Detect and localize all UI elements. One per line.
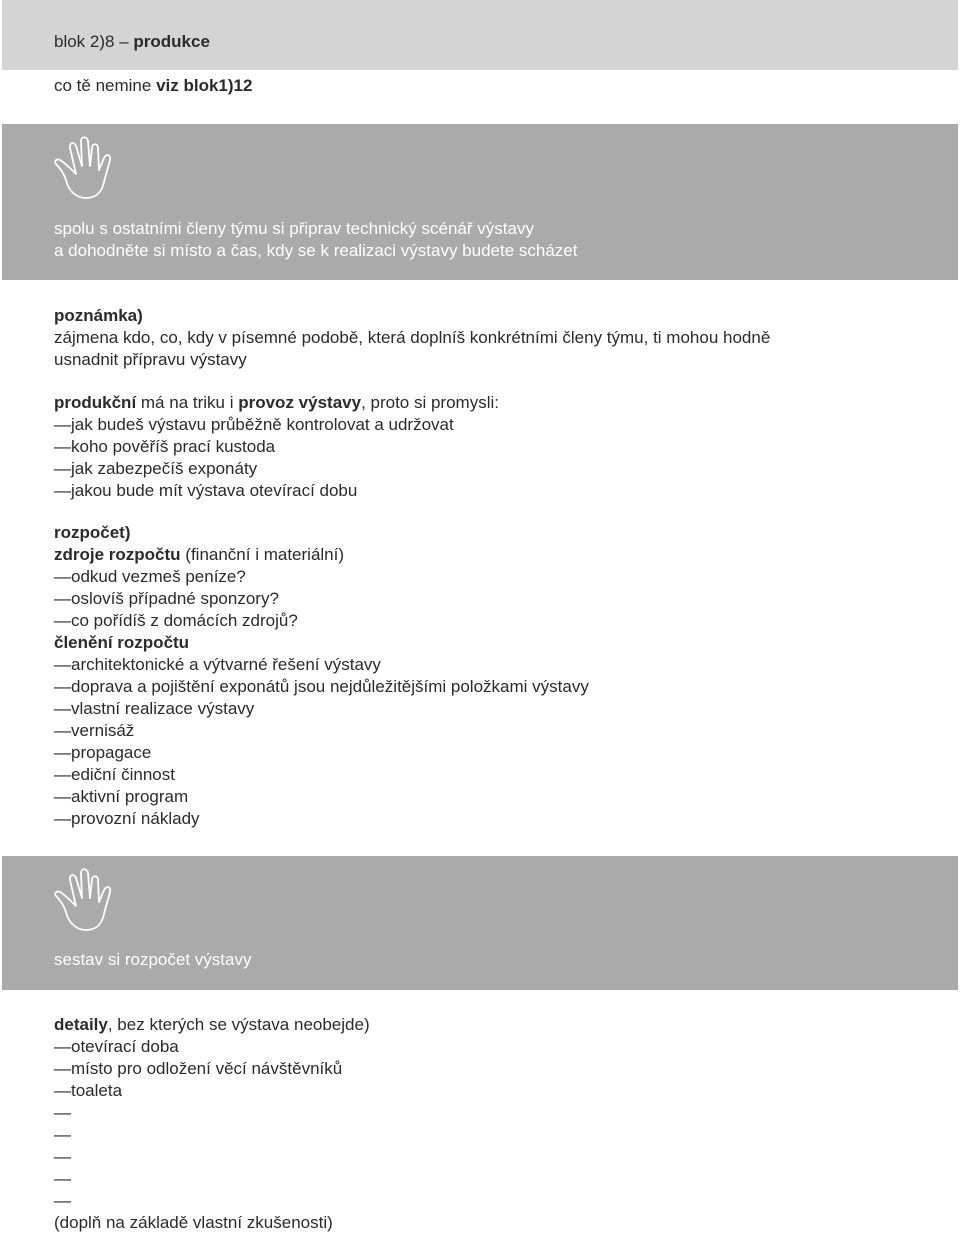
note-line-1: zájmena kdo, co, kdy v písemné podobě, která doplníš konkrétními členy týmu, ti mohou hodně — [54, 328, 771, 347]
budget-sources-rest: (finanční i materiální) — [180, 545, 345, 564]
budget-sources — [54, 544, 589, 566]
details-footer: (doplň na základě vlastní zkušenosti) — [54, 1213, 333, 1232]
list-item: —toaleta — [54, 1081, 123, 1100]
hand-icon — [52, 134, 114, 204]
list-item: —jakou bude mít výstava otevírací dobu — [54, 481, 358, 500]
production-section — [54, 392, 499, 502]
list-item: —otevírací doba — [54, 1037, 179, 1056]
production-lead — [54, 392, 499, 414]
list-item: —vernisáž — [54, 721, 135, 740]
list-item: —místo pro odložení věcí návštěvníků — [54, 1059, 343, 1078]
list-item: —provozní náklady — [54, 809, 200, 828]
see-also-line — [54, 75, 252, 97]
page-title — [54, 31, 210, 53]
production-lead-bold2: provoz výstavy — [238, 393, 362, 412]
list-item: —aktivní program — [54, 787, 189, 806]
list-item: —doprava a pojištění exponátů jsou nejdůležitějšími položkami výstavy — [54, 677, 589, 696]
production-lead-end: , proto si promysli: — [361, 393, 499, 412]
task1-text — [54, 218, 578, 262]
list-item: —co pořídíš z domácích zdrojů? — [54, 611, 298, 630]
list-item: —vlastní realizace výstavy — [54, 699, 255, 718]
list-item: —architektonické a výtvarné řešení výstavy — [54, 655, 381, 674]
see-also-text: co tě nemine — [54, 76, 157, 95]
block-number: blok 2)8 – — [54, 32, 134, 51]
note-heading: poznámka) — [54, 306, 143, 325]
budget-heading: rozpočet) — [54, 523, 131, 542]
block-title: produkce — [133, 32, 210, 51]
see-also-ref: viz blok1)12 — [156, 76, 253, 95]
list-item: — — [54, 1125, 71, 1144]
list-item: — — [54, 1169, 71, 1188]
hand-icon — [52, 866, 114, 936]
list-item: —oslovíš případné sponzory? — [54, 589, 279, 608]
note-section — [54, 305, 770, 371]
details-section — [54, 1014, 370, 1234]
list-item: — — [54, 1147, 71, 1166]
list-item: —propagace — [54, 743, 152, 762]
task2-text: sestav si rozpočet výstavy — [54, 950, 252, 969]
budget-sources-bold: zdroje rozpočtu — [54, 545, 181, 564]
list-item: —jak budeš výstavu průběžně kontrolovat a udržovat — [54, 415, 454, 434]
details-lead — [54, 1014, 370, 1036]
budget-section — [54, 522, 589, 830]
list-item: —ediční činnost — [54, 765, 175, 784]
list-item: —koho pověříš prací kustoda — [54, 437, 276, 456]
list-item: — — [54, 1103, 71, 1122]
list-item: —jak zabezpečíš exponáty — [54, 459, 258, 478]
task1-line-1: spolu s ostatními členy týmu si připrav technický scénář výstavy — [54, 219, 534, 238]
note-line-2: usnadnit přípravu výstavy — [54, 350, 247, 369]
details-lead-rest: , bez kterých se výstava neobejde) — [107, 1015, 370, 1034]
list-item: —odkud vezmeš peníze? — [54, 567, 246, 586]
task1-line-2: a dohodněte si místo a čas, kdy se k realizaci výstavy budete scházet — [54, 241, 578, 260]
budget-breakdown-heading: členění rozpočtu — [54, 633, 190, 652]
production-lead-bold: produkční — [54, 393, 137, 412]
details-lead-bold: detaily — [54, 1015, 108, 1034]
list-item: — — [54, 1191, 71, 1210]
production-lead-mid: má na triku i — [136, 393, 239, 412]
